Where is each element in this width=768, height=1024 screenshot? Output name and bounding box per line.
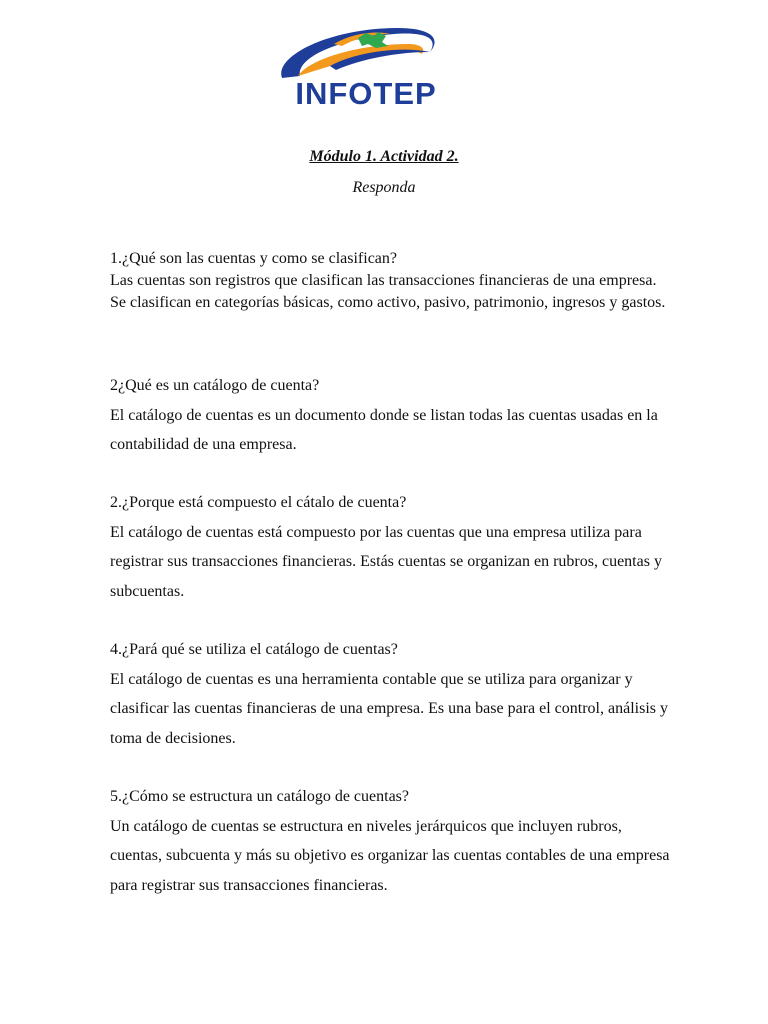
page-title: Módulo 1. Actividad 2. (309, 148, 459, 165)
answer-text: El catálogo de cuentas es un documento donde se listan todas las cuentas usadas en la contabilidad de una empresa. (110, 406, 658, 453)
question-block-4 (110, 635, 670, 753)
question-text: 2¿Qué es un catálogo de cuenta? (110, 377, 320, 394)
question-text: 4.¿Pará qué se utiliza el catálogo de cuentas? (110, 641, 398, 658)
infotep-logo (270, 22, 460, 114)
answer-text: Las cuentas son registros que clasifican las transacciones financieras de una empresa. Se clasifican en categorías básicas, como activo, pasivo, patrimonio, ingresos y gastos. (110, 272, 666, 311)
question-text: 2.¿Porque está compuesto el cátalo de cuenta? (110, 494, 407, 511)
question-block-1 (110, 248, 670, 314)
question-text: 1.¿Qué son las cuentas y como se clasifican? (110, 250, 398, 267)
logo-text: INFOTEP (295, 76, 437, 111)
question-block-5 (110, 782, 670, 900)
question-block-2 (110, 371, 670, 460)
answer-text: El catálogo de cuentas está compuesto por las cuentas que una empresa utiliza para registrar sus transacciones financieras. Estás cuentas se organizan en rubros, cuentas y subcuentas. (110, 523, 662, 600)
question-text: 5.¿Cómo se estructura un catálogo de cuentas? (110, 788, 409, 805)
page-subtitle: Responda (352, 179, 416, 196)
answer-text: El catálogo de cuentas es una herramienta contable que se utiliza para organizar y clasificar las cuentas financieras de una empresa. Es una base para el control, análisis y toma de decisiones. (110, 670, 668, 747)
answer-text: Un catálogo de cuentas se estructura en niveles jerárquicos que incluyen rubros, cuentas, subcuenta y más su objetivo es organizar las cuentas contables de una empresa para registrar sus transacciones financieras. (110, 817, 670, 894)
question-block-3 (110, 488, 670, 606)
